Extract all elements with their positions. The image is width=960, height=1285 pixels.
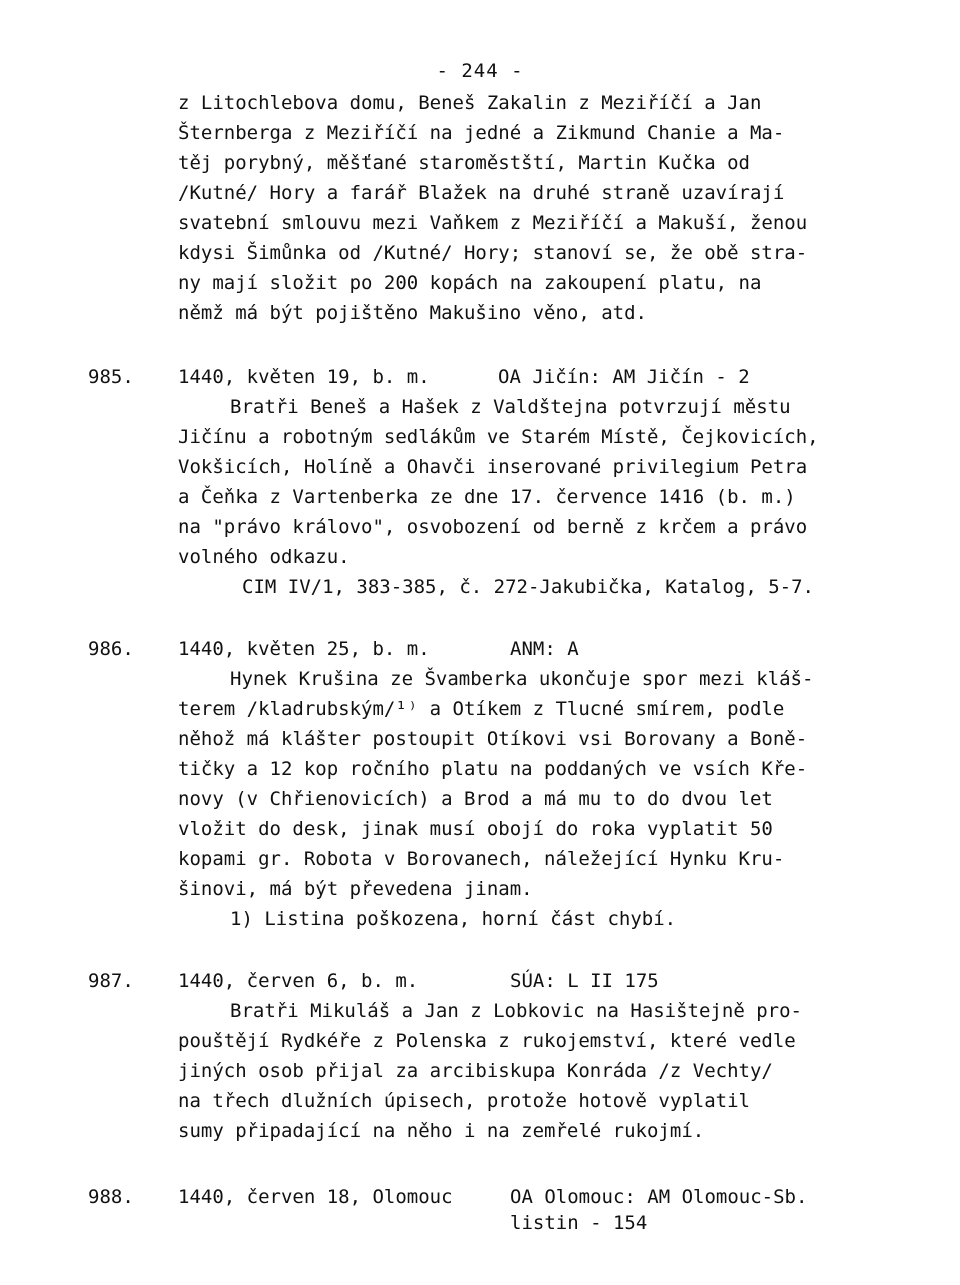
text-line: a Čeňka z Vartenberka ze dne 17. července 1416 (b. m.) [178, 486, 796, 508]
text-line: z Litochlebova domu, Beneš Zakalin z Meziříčí a Jan [178, 92, 762, 114]
entry-date-988: 1440, červen 18, Olomouc [178, 1186, 453, 1208]
text-line: šinovi, má být převedena jinam. [178, 878, 533, 900]
text-line: pouštějí Rydkéře z Polenska z rukojemství, které vedle [178, 1030, 796, 1052]
text-line: Hynek Krušina ze Švamberka ukončuje spor mezi kláš- [230, 668, 814, 690]
entry-source-985: OA Jičín: AM Jičín - 2 [498, 366, 750, 388]
text-line: ny mají složit po 200 kopách na zakoupení platu, na [178, 272, 762, 294]
text-line: Bratři Mikuláš a Jan z Lobkovic na Hasištejně pro- [230, 1000, 802, 1022]
text-line: na třech dlužních úpisech, protože hotově vyplatil [178, 1090, 750, 1112]
entry-number-986: 986. [88, 638, 134, 660]
text-line: terem /kladrubským/¹⁾ a Otíkem z Tlucné smírem, podle [178, 698, 785, 720]
text-line: sumy připadající na něho i na zemřelé rukojmí. [178, 1120, 705, 1142]
page-number: - 244 - [436, 60, 524, 82]
entry-source-987: SÚA: L II 175 [510, 970, 659, 992]
entry-source-988-continued: listin - 154 [510, 1212, 648, 1234]
text-line: volného odkazu. [178, 546, 350, 568]
entry-date-987: 1440, červen 6, b. m. [178, 970, 419, 992]
citation-line: CIM IV/1, 383-385, č. 272-Jakubička, Katalog, 5-7. [242, 576, 814, 598]
text-line: Vokšicích, Holíně a Ohavči inserované privilegium Petra [178, 456, 808, 478]
text-line: tičky a 12 kop ročního platu na poddaných ve vsích Kře- [178, 758, 808, 780]
entry-body-986 [178, 664, 878, 934]
entry-body-987 [178, 996, 878, 1146]
text-line: něhož má klášter postoupit Otíkovi vsi Borovany a Boně- [178, 728, 808, 750]
text-line: němž má být pojištěno Makušino věno, atd. [178, 302, 647, 324]
text-line: svatební smlouvu mezi Vaňkem z Meziříčí a Makuší, ženou [178, 212, 808, 234]
text-line: kdysi Šimůnka od /Kutné/ Hory; stanoví se, že obě stra- [178, 242, 808, 264]
text-line: kopami gr. Robota v Borovanech, náležející Hynku Kru- [178, 848, 785, 870]
text-line: Bratři Beneš a Hašek z Valdštejna potvrzují městu [230, 396, 791, 418]
footnote-line: 1) Listina poškozena, horní část chybí. [230, 908, 677, 930]
entry-source-986: ANM: A [510, 638, 579, 660]
text-line: novy (v Chřienovicích) a Brod a má mu to do dvou let [178, 788, 773, 810]
entry-number-987: 987. [88, 970, 134, 992]
entry-number-985: 985. [88, 366, 134, 388]
text-line: vložit do desk, jinak musí obojí do roka vyplatit 50 [178, 818, 773, 840]
text-line: /Kutné/ Hory a farář Blažek na druhé straně uzavírají [178, 182, 785, 204]
entry-date-986: 1440, květen 25, b. m. [178, 638, 430, 660]
text-line: na "právo královo", osvobození od berně z krčem a právo [178, 516, 808, 538]
text-line: Jičínu a robotným sedlákům ve Starém Místě, Čejkovicích, [178, 426, 819, 448]
text-line: jiných osob přijal za arcibiskupa Konráda /z Vechty/ [178, 1060, 773, 1082]
entry-date-985: 1440, květen 19, b. m. [178, 366, 430, 388]
entry-body-985 [178, 392, 878, 602]
text-line: těj porybný, měšťané staroměstští, Martin Kučka od [178, 152, 750, 174]
entry-number-988: 988. [88, 1186, 134, 1208]
text-line: Šternberga z Meziříčí na jedné a Zikmund Chanie a Ma- [178, 122, 785, 144]
entry-source-988: OA Olomouc: AM Olomouc-Sb. [510, 1186, 808, 1208]
intro-paragraph [178, 88, 878, 328]
